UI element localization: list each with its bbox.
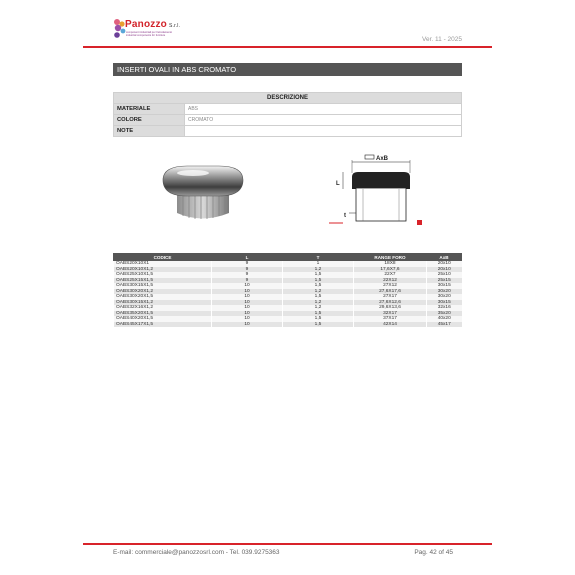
cell-axb: 25x15 bbox=[427, 278, 462, 284]
cell-t: 1,2 bbox=[283, 289, 354, 295]
col-header-axb: AxB bbox=[427, 254, 462, 261]
footer-contact: E-mail: commerciale@panozzosrl.com - Tel. 039.9275363 bbox=[113, 549, 280, 556]
material-value: ABS bbox=[185, 104, 462, 115]
cell-range-foro: 29,6X13,6 bbox=[354, 305, 427, 311]
cell-axb: 45x17 bbox=[427, 322, 462, 328]
color-value: CROMATO bbox=[185, 115, 462, 126]
cell-axb: 30x20 bbox=[427, 294, 462, 300]
cell-codice: OABS20X10X1,2 bbox=[114, 267, 212, 273]
cell-range-foro: 22X12 bbox=[354, 278, 427, 284]
cell-range-foro: 27,6X17,6 bbox=[354, 289, 427, 295]
cell-range-foro: 22X7 bbox=[354, 272, 427, 278]
cell-range-foro: 27X12 bbox=[354, 283, 427, 289]
description-row bbox=[114, 126, 462, 137]
document-version: Ver. 11 - 2025 bbox=[422, 36, 462, 43]
cell-t: 1,2 bbox=[283, 267, 354, 273]
cell-codice: OABS30X15X1,2 bbox=[114, 300, 212, 306]
cell-range-foro: 32X17 bbox=[354, 311, 427, 317]
cell-l: 10 bbox=[212, 311, 283, 317]
cell-axb: 20x10 bbox=[427, 267, 462, 273]
product-codes-table bbox=[113, 253, 462, 327]
description-table bbox=[113, 92, 462, 137]
cell-axb: 30x15 bbox=[427, 300, 462, 306]
table-body bbox=[114, 261, 462, 328]
brand-name: Panozzo S.r.l. bbox=[125, 19, 181, 30]
company-logo bbox=[113, 18, 203, 44]
cell-codice: OABS25X15X1,5 bbox=[114, 278, 212, 284]
cell-range-foro: 17,6X7,6 bbox=[354, 267, 427, 273]
cell-codice: OABS35X20X1,5 bbox=[114, 311, 212, 317]
description-heading: DESCRIZIONE bbox=[114, 93, 462, 104]
table-row bbox=[114, 322, 462, 328]
cell-range-foro: 27X17 bbox=[354, 294, 427, 300]
cell-l: 10 bbox=[212, 316, 283, 322]
cell-range-foro: 37X17 bbox=[354, 316, 427, 322]
col-header-t: T bbox=[283, 254, 354, 261]
table-header-row bbox=[114, 254, 462, 261]
cell-t: 1,5 bbox=[283, 283, 354, 289]
cell-codice: OABS25X10X1,5 bbox=[114, 272, 212, 278]
cell-codice: OABS45X17X1,5 bbox=[114, 322, 212, 328]
cell-l: 9 bbox=[212, 267, 283, 273]
notes-label: NOTE bbox=[114, 126, 185, 137]
cell-codice: OABS20X10X1 bbox=[114, 261, 212, 267]
cell-t: 1,5 bbox=[283, 272, 354, 278]
dim-l-label: L bbox=[336, 181, 340, 187]
cell-range-foro: 42X14 bbox=[354, 322, 427, 328]
page-title: INSERTI OVALI IN ABS CROMATO bbox=[113, 63, 462, 76]
cell-axb: 30x15 bbox=[427, 283, 462, 289]
dim-axb-label: AxB bbox=[376, 156, 389, 162]
cell-axb: 25x10 bbox=[427, 272, 462, 278]
cell-axb: 40x20 bbox=[427, 316, 462, 322]
cell-t: 1,2 bbox=[283, 300, 354, 306]
cell-t: 1,5 bbox=[283, 311, 354, 317]
header-divider bbox=[83, 46, 492, 48]
cell-t: 1 bbox=[283, 261, 354, 267]
cell-range-foro: 27,6X12,6 bbox=[354, 300, 427, 306]
cell-l: 10 bbox=[212, 305, 283, 311]
cell-codice: OABS40X20X1,5 bbox=[114, 316, 212, 322]
cell-l: 9 bbox=[212, 272, 283, 278]
page-number: Pag. 42 of 45 bbox=[414, 549, 453, 556]
material-label: MATERIALE bbox=[114, 104, 185, 115]
brand-tagline: componenti industriali per l'arredamento industrial components for furniture bbox=[126, 31, 173, 37]
cell-t: 1,5 bbox=[283, 316, 354, 322]
col-header-range-foro: RANGE FORO bbox=[354, 254, 427, 261]
cell-t: 1,5 bbox=[283, 278, 354, 284]
cell-range-foro: 18X8 bbox=[354, 261, 427, 267]
cell-l: 10 bbox=[212, 300, 283, 306]
notes-value bbox=[185, 126, 462, 137]
cell-l: 9 bbox=[212, 278, 283, 284]
dim-t-label: t bbox=[344, 213, 346, 219]
footer-divider bbox=[83, 543, 492, 545]
cell-axb: 20x10 bbox=[427, 261, 462, 267]
col-header-codice: CODICE bbox=[114, 254, 212, 261]
cell-l: 9 bbox=[212, 261, 283, 267]
cell-codice: OABS30X15X1,5 bbox=[114, 283, 212, 289]
cell-t: 1,5 bbox=[283, 322, 354, 328]
description-row bbox=[114, 104, 462, 115]
cell-l: 10 bbox=[212, 289, 283, 295]
product-photo bbox=[157, 158, 247, 228]
cell-l: 10 bbox=[212, 322, 283, 328]
color-label: COLORE bbox=[114, 115, 185, 126]
cell-axb: 30x20 bbox=[427, 289, 462, 295]
cell-codice: OABS32X16X1,2 bbox=[114, 305, 212, 311]
technical-drawing bbox=[325, 153, 425, 231]
cell-t: 1,5 bbox=[283, 294, 354, 300]
cell-t: 1,2 bbox=[283, 305, 354, 311]
cell-l: 10 bbox=[212, 294, 283, 300]
cell-axb: 35x20 bbox=[427, 311, 462, 317]
col-header-l: L bbox=[212, 254, 283, 261]
cell-codice: OABS30X20X1,2 bbox=[114, 289, 212, 295]
description-row bbox=[114, 115, 462, 126]
cell-axb: 32x16 bbox=[427, 305, 462, 311]
cell-codice: OABS30X20X1,5 bbox=[114, 294, 212, 300]
cell-l: 10 bbox=[212, 283, 283, 289]
